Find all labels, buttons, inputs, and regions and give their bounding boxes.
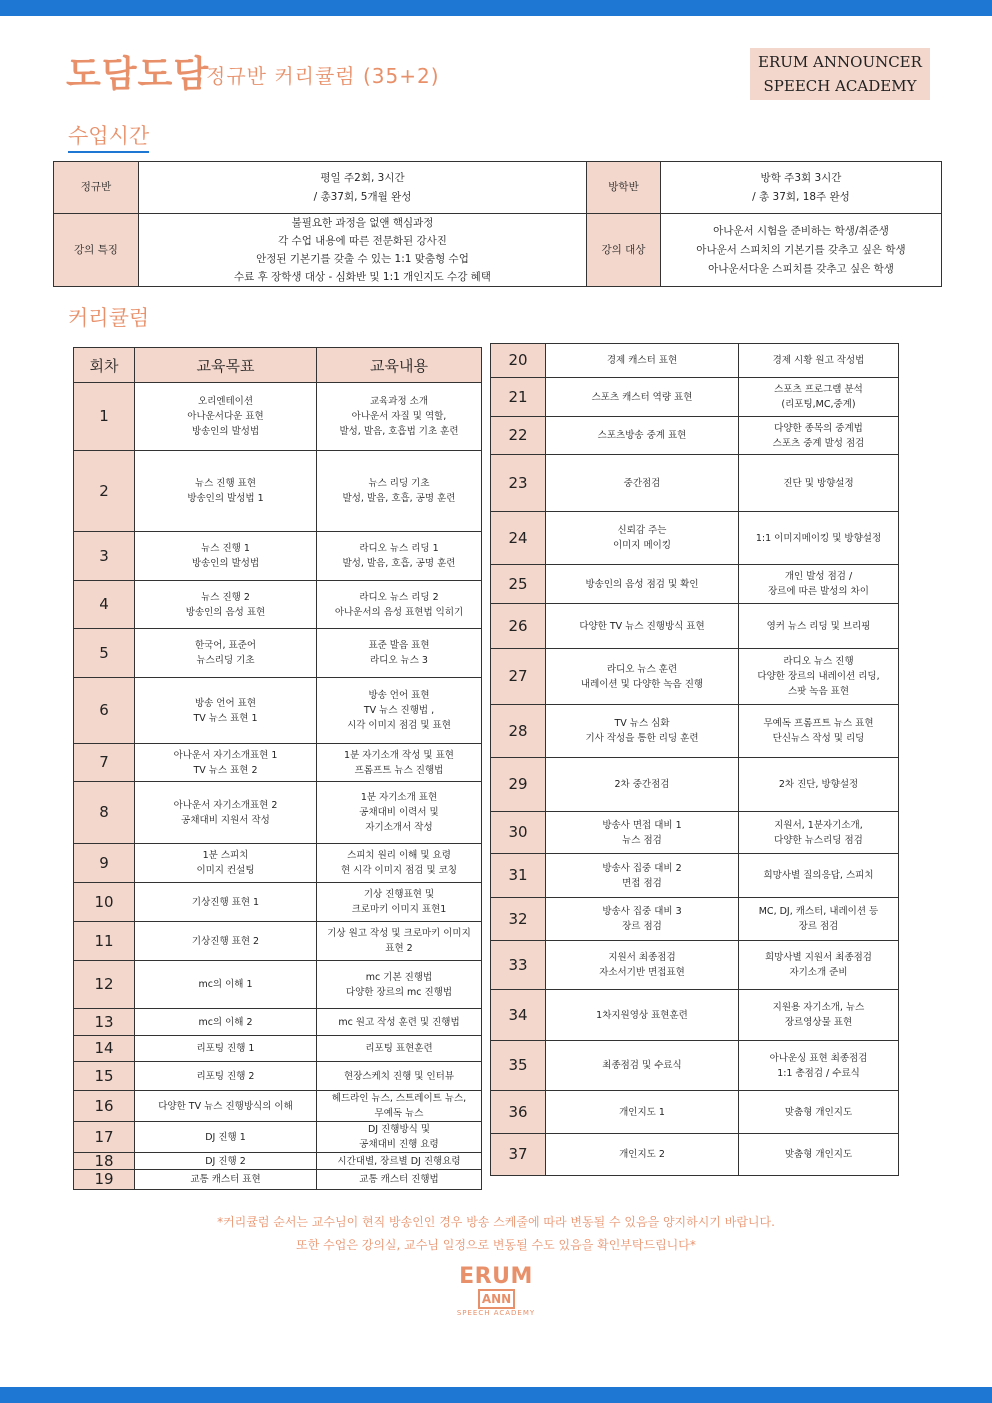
curriculum-table-left xyxy=(73,347,482,1190)
content-line: 무예독 뉴스 xyxy=(374,1108,424,1119)
curriculum-table-right xyxy=(490,343,899,1176)
session-content xyxy=(739,1041,899,1091)
session-goal xyxy=(135,1122,317,1153)
table-row xyxy=(491,990,899,1041)
goal-line: 스포츠 캐스터 역량 표현 xyxy=(591,391,693,403)
goal-line: 교통 캐스터 표현 xyxy=(190,1174,261,1185)
goal-line: 뉴스 진행 2 xyxy=(201,591,250,603)
goal-line: TV 뉴스 심화 xyxy=(614,718,670,729)
curriculum-header-row xyxy=(74,348,482,383)
header-goal: 교육목표 xyxy=(135,348,317,383)
session-goal xyxy=(135,451,317,532)
content-line: 시간대별, 장르별 DJ 진행요령 xyxy=(337,1155,461,1167)
table-row xyxy=(74,1009,482,1036)
session-content xyxy=(317,1122,482,1153)
session-number: 10 xyxy=(74,883,135,922)
session-content xyxy=(317,1062,482,1091)
goal-line: 내레이션 및 다양한 녹음 진행 xyxy=(580,678,704,690)
content-line: 공채대비 진행 요령 xyxy=(359,1139,439,1150)
session-goal xyxy=(546,565,739,604)
session-content xyxy=(317,782,482,844)
table-row xyxy=(74,1153,482,1170)
content-line: TV 뉴스 진행법 , xyxy=(363,705,435,716)
content-line: 뉴스 리딩 기초 xyxy=(368,478,430,489)
content-line: 라디오 뉴스 3 xyxy=(370,655,428,666)
session-content xyxy=(317,678,482,744)
session-goal xyxy=(546,417,739,455)
session-content xyxy=(739,990,899,1041)
content-line: 스팟 녹음 표현 xyxy=(787,686,850,697)
table-row xyxy=(491,565,899,604)
session-content xyxy=(317,532,482,581)
content-line: 지원용 자기소개, 뉴스 xyxy=(772,1002,865,1013)
schedule-value: 방학 주3회 3시간 / 총 37회, 18주 완성 xyxy=(661,162,942,214)
session-content xyxy=(739,898,899,941)
session-number: 20 xyxy=(491,344,546,378)
content-line: 1:1 총점검 / 수료식 xyxy=(777,1067,860,1079)
table-row xyxy=(74,883,482,922)
goal-line: 장르 점검 xyxy=(622,921,662,932)
session-number: 25 xyxy=(491,565,546,604)
content-line: 다양한 장르의 내레이션 리딩, xyxy=(757,671,880,682)
session-number: 19 xyxy=(74,1170,135,1190)
header-session: 회차 xyxy=(74,348,135,383)
goal-line: 아나운서 자기소개표현 1 xyxy=(173,749,278,761)
session-content xyxy=(739,812,899,854)
goal-line: 뉴스리딩 기초 xyxy=(196,655,255,666)
goal-line: 뉴스 진행 1 xyxy=(201,543,250,554)
content-line: 1:1 이미지메이킹 및 방향설정 xyxy=(755,532,882,544)
session-goal xyxy=(135,629,317,678)
content-line: 발성, 발음, 호흡, 공명 훈련 xyxy=(342,558,456,569)
content-line: 희망사별 지원서 최종점검 xyxy=(765,952,872,963)
session-goal xyxy=(135,581,317,629)
content-line: 공채대비 이력서 및 xyxy=(359,807,439,818)
logo-main-text: ERUM xyxy=(459,1264,533,1289)
table-row xyxy=(74,922,482,961)
table-row xyxy=(491,1091,899,1134)
session-number: 2 xyxy=(74,451,135,532)
schedule-row xyxy=(54,162,942,214)
session-goal xyxy=(135,1170,317,1190)
schedule-label: 정규반 xyxy=(54,162,139,214)
content-line: 발성, 발음, 호흡, 공명 훈련 xyxy=(342,493,456,504)
content-line: 맞춤형 개인지도 xyxy=(784,1106,853,1118)
schedule-row xyxy=(54,214,942,287)
footnote-line-1: *커리큘럼 순서는 교수님이 현직 방송인인 경우 방송 스케줄에 따라 변동될 수 있음을 양지하시기 바랍니다. xyxy=(217,1215,775,1229)
session-content xyxy=(317,1009,482,1036)
session-content xyxy=(317,922,482,961)
session-content xyxy=(739,941,899,990)
goal-line: 기상진행 표현 2 xyxy=(191,935,260,947)
top-bar xyxy=(0,0,992,16)
session-goal xyxy=(135,1153,317,1170)
content-line: 표현 2 xyxy=(385,943,413,954)
schedule-heading: 수업시간 xyxy=(68,120,149,153)
content-line: 희망사별 질의응답, 스피치 xyxy=(763,870,874,881)
table-row xyxy=(74,844,482,883)
goal-line: 다양한 TV 뉴스 진행방식 표현 xyxy=(579,620,705,632)
content-line: 1분 자기소개 표현 xyxy=(360,792,438,803)
table-row xyxy=(74,782,482,844)
table-row xyxy=(491,812,899,854)
content-line: 라디오 뉴스 리딩 2 xyxy=(359,591,439,603)
schedule-value: 불필요한 과정을 없앤 핵심과정 각 수업 내용에 따른 전문화된 강사진 안정된 기본기를 갖출 수 있는 1:1 맞춤형 수업 수료 후 장학생 대상 - 심화반 및 1:1 개인지도 수강 혜택 xyxy=(139,214,587,287)
session-content xyxy=(317,451,482,532)
content-line: 장르영상물 표현 xyxy=(784,1017,853,1028)
content-line: 현장스케치 진행 및 인터뷰 xyxy=(343,1070,454,1082)
content-line: 헤드라인 뉴스, 스트레이트 뉴스, xyxy=(331,1093,467,1104)
table-row xyxy=(491,649,899,705)
page-subtitle: 정규반 커리큘럼 (35+2) xyxy=(206,64,440,88)
table-row xyxy=(491,705,899,758)
session-content xyxy=(739,344,899,378)
curriculum-heading: 커리큘럼 xyxy=(68,306,150,330)
session-number: 18 xyxy=(74,1153,135,1170)
brand-line-2: SPEECH ACADEMY xyxy=(763,77,917,95)
session-number: 33 xyxy=(491,941,546,990)
table-row xyxy=(74,1170,482,1190)
session-goal xyxy=(546,378,739,417)
content-line: 스피치 원리 이해 및 요령 xyxy=(347,850,451,861)
content-line: 다양한 종목의 중계법 xyxy=(774,422,863,434)
session-number: 9 xyxy=(74,844,135,883)
session-content xyxy=(317,581,482,629)
content-line: 자기소개서 작성 xyxy=(365,822,433,833)
session-goal xyxy=(135,922,317,961)
session-number: 5 xyxy=(74,629,135,678)
table-row xyxy=(491,854,899,898)
table-row xyxy=(491,941,899,990)
table-row xyxy=(491,455,899,512)
schedule-label: 강의 특징 xyxy=(54,214,139,287)
session-goal xyxy=(546,455,739,512)
content-line: 아나운서 자질 및 역할, xyxy=(351,411,447,422)
session-content xyxy=(317,1091,482,1122)
session-content xyxy=(739,604,899,649)
goal-line: 신뢰감 주는 xyxy=(617,525,667,536)
session-content xyxy=(739,417,899,455)
goal-line: 한국어, 표준어 xyxy=(194,640,257,651)
content-line: 방송 언어 표현 xyxy=(368,690,430,701)
table-row xyxy=(491,417,899,455)
session-content xyxy=(317,844,482,883)
session-number: 21 xyxy=(491,378,546,417)
session-goal xyxy=(546,758,739,812)
page-title: 도담도담 xyxy=(66,54,210,95)
goal-line: 뉴스 진행 표현 xyxy=(194,478,257,489)
content-line: mc 원고 작성 훈련 및 진행법 xyxy=(338,1016,460,1028)
session-goal xyxy=(135,678,317,744)
session-goal xyxy=(135,1009,317,1036)
session-number: 13 xyxy=(74,1009,135,1036)
session-content xyxy=(317,1036,482,1062)
goal-line: DJ 진행 2 xyxy=(205,1155,246,1167)
session-goal xyxy=(135,383,317,451)
goal-line: 방송사 집중 대비 3 xyxy=(602,906,682,917)
session-content xyxy=(739,512,899,565)
session-number: 30 xyxy=(491,812,546,854)
session-goal xyxy=(135,1036,317,1062)
session-goal xyxy=(546,812,739,854)
session-content xyxy=(317,883,482,922)
goal-line: 스포츠방송 중계 표현 xyxy=(597,430,687,441)
content-line: 리포팅 표현훈련 xyxy=(365,1043,433,1054)
session-number: 7 xyxy=(74,744,135,782)
content-line: 1분 자기소개 작성 및 표현 xyxy=(344,749,454,761)
session-goal xyxy=(135,844,317,883)
table-row xyxy=(491,512,899,565)
session-number: 4 xyxy=(74,581,135,629)
table-row xyxy=(491,758,899,812)
content-line: 장르 점검 xyxy=(798,921,839,932)
session-goal xyxy=(546,990,739,1041)
content-line: 맞춤형 개인지도 xyxy=(784,1149,853,1160)
session-content xyxy=(739,378,899,417)
content-line: 스포츠 중계 발성 점검 xyxy=(772,437,865,449)
bottom-bar xyxy=(0,1387,992,1403)
session-number: 12 xyxy=(74,961,135,1009)
schedule-value: 아나운서 시험을 준비하는 학생/취준생 아나운서 스피치의 기본기를 갖추고 싶은 학생 아나운서다운 스피치를 갖추고 싶은 학생 xyxy=(661,214,942,287)
goal-line: 뉴스 점검 xyxy=(622,834,662,846)
goal-line: 방송인의 발성법 1 xyxy=(187,493,264,504)
session-goal xyxy=(135,883,317,922)
session-goal xyxy=(546,898,739,941)
session-content xyxy=(317,629,482,678)
table-row xyxy=(74,1091,482,1122)
goal-line: 개인지도 1 xyxy=(619,1106,665,1118)
goal-line: 다양한 TV 뉴스 진행방식의 이해 xyxy=(158,1100,293,1112)
session-content xyxy=(739,1134,899,1176)
table-row xyxy=(74,1036,482,1062)
goal-line: DJ 진행 1 xyxy=(205,1131,246,1143)
goal-line: 지원서 최종점검 xyxy=(608,952,676,963)
session-goal xyxy=(546,1041,739,1091)
content-line: 시각 이미지 점검 및 표현 xyxy=(347,720,451,731)
session-goal xyxy=(135,1091,317,1122)
session-number: 24 xyxy=(491,512,546,565)
session-number: 32 xyxy=(491,898,546,941)
content-line: 라디오 뉴스 리딩 1 xyxy=(359,543,439,554)
session-goal xyxy=(135,1062,317,1091)
session-goal xyxy=(546,705,739,758)
goal-line: 라디오 뉴스 훈련 xyxy=(606,663,678,675)
erum-logo xyxy=(446,1264,546,1317)
session-goal xyxy=(546,649,739,705)
session-content xyxy=(739,565,899,604)
table-row xyxy=(491,604,899,649)
goal-line: 방송인의 음성 표현 xyxy=(185,606,266,618)
table-row xyxy=(74,961,482,1009)
table-row xyxy=(491,344,899,378)
session-goal xyxy=(135,782,317,844)
session-number: 22 xyxy=(491,417,546,455)
session-content xyxy=(317,1170,482,1190)
session-number: 11 xyxy=(74,922,135,961)
goal-line: TV 뉴스 표현 2 xyxy=(193,764,258,776)
session-goal xyxy=(135,961,317,1009)
content-line: 발성, 발음, 호흡법 기초 훈련 xyxy=(339,426,459,437)
session-number: 35 xyxy=(491,1041,546,1091)
session-number: 8 xyxy=(74,782,135,844)
goal-line: 중간점검 xyxy=(623,477,661,489)
session-content xyxy=(317,1153,482,1170)
session-goal xyxy=(135,532,317,581)
goal-line: 방송사 면접 대비 1 xyxy=(602,819,682,831)
session-content xyxy=(317,383,482,451)
table-row xyxy=(74,581,482,629)
session-number: 15 xyxy=(74,1062,135,1091)
content-line: 무예독 프롬프트 뉴스 표현 xyxy=(763,718,874,729)
goal-line: mc의 이해 1 xyxy=(198,979,253,990)
content-line: 라디오 뉴스 진행 xyxy=(783,656,854,667)
session-number: 27 xyxy=(491,649,546,705)
content-line: 경제 시황 원고 작성법 xyxy=(772,355,865,366)
schedule-table xyxy=(53,161,942,287)
table-row xyxy=(74,451,482,532)
session-number: 6 xyxy=(74,678,135,744)
table-row xyxy=(74,678,482,744)
brand-box xyxy=(750,48,930,100)
content-line: 표준 발음 표현 xyxy=(368,640,430,651)
content-line: 기상 원고 작성 및 크로마키 이미지 xyxy=(327,928,471,939)
content-line: mc 기본 진행법 xyxy=(365,971,433,983)
table-row xyxy=(491,378,899,417)
session-content xyxy=(739,705,899,758)
goal-line: 자소서기반 면접표현 xyxy=(599,967,685,978)
table-row xyxy=(491,1134,899,1176)
goal-line: 1분 스피치 xyxy=(202,850,249,861)
content-line: 지원서, 1분자기소개, xyxy=(774,819,863,831)
session-number: 31 xyxy=(491,854,546,898)
brand-line-1: ERUM ANNOUNCER xyxy=(758,53,922,71)
goal-line: 최종점검 및 수료식 xyxy=(602,1060,682,1071)
content-line: 다양한 뉴스리딩 점검 xyxy=(774,834,863,846)
goal-line: 경제 캐스터 표현 xyxy=(606,355,678,366)
goal-line: 이미지 컨설팅 xyxy=(196,865,255,876)
content-line: 영커 뉴스 리딩 및 브리핑 xyxy=(766,620,871,632)
header-content: 교육내용 xyxy=(317,348,482,383)
goal-line: 공채대비 지원서 작성 xyxy=(181,814,270,826)
schedule-value: 평일 주2회, 3시간 / 총37회, 5개월 완성 xyxy=(139,162,587,214)
goal-line: 아나운서다운 표현 xyxy=(187,411,264,422)
content-line: 아나운싱 표현 최종점검 xyxy=(769,1052,868,1064)
content-line: 프롬프트 뉴스 진행법 xyxy=(354,764,444,776)
goal-line: 2차 중간점검 xyxy=(614,779,670,790)
logo-badge: ANN xyxy=(478,1289,515,1309)
goal-line: 방송사 집중 대비 2 xyxy=(602,862,682,874)
session-number: 26 xyxy=(491,604,546,649)
footnote-line-2: 또한 수업은 강의실, 교수님 일정으로 변동될 수도 있음을 확인부탁드립니다* xyxy=(296,1238,696,1252)
content-line: 아나운서의 음성 표현법 익히기 xyxy=(334,606,464,618)
content-line: 자기소개 준비 xyxy=(789,967,848,978)
content-line: 기상 진행표현 및 xyxy=(363,889,435,900)
session-number: 37 xyxy=(491,1134,546,1176)
session-content xyxy=(739,854,899,898)
schedule-label: 방학반 xyxy=(587,162,661,214)
table-row xyxy=(74,744,482,782)
goal-line: 방송인의 발성법 xyxy=(191,558,260,569)
goal-line: mc의 이해 2 xyxy=(198,1016,253,1028)
session-number: 16 xyxy=(74,1091,135,1122)
session-number: 34 xyxy=(491,990,546,1041)
table-row xyxy=(74,532,482,581)
logo-subtext: SPEECH ACADEMY xyxy=(456,1309,536,1317)
table-row xyxy=(74,629,482,678)
goal-line: 이미지 메이킹 xyxy=(612,540,672,551)
session-number: 28 xyxy=(491,705,546,758)
table-row xyxy=(74,383,482,451)
session-number: 17 xyxy=(74,1122,135,1153)
content-line: 2차 진단, 방향설정 xyxy=(778,779,859,790)
session-goal xyxy=(546,512,739,565)
goal-line: 방송인의 음성 점검 및 확인 xyxy=(585,578,699,590)
goal-line: 1차지원영상 표현훈련 xyxy=(596,1009,688,1021)
session-content xyxy=(739,758,899,812)
session-goal xyxy=(135,744,317,782)
session-number: 29 xyxy=(491,758,546,812)
content-line: 장르에 따른 발성의 차이 xyxy=(768,586,869,597)
table-row xyxy=(74,1122,482,1153)
session-number: 14 xyxy=(74,1036,135,1062)
goal-line: 아나운서 자기소개표현 2 xyxy=(173,799,278,811)
content-line: (리포팅,MC,중계) xyxy=(781,399,856,410)
session-content xyxy=(317,744,482,782)
session-goal xyxy=(546,344,739,378)
content-line: 개인 발성 점검 / xyxy=(784,571,853,582)
session-number: 36 xyxy=(491,1091,546,1134)
session-content xyxy=(739,455,899,512)
session-number: 3 xyxy=(74,532,135,581)
session-number: 23 xyxy=(491,455,546,512)
content-line: 현 시각 이미지 점검 및 코칭 xyxy=(340,865,458,876)
content-line: 단신뉴스 작성 및 리딩 xyxy=(772,733,865,744)
content-line: 다양한 장르의 mc 진행법 xyxy=(345,986,453,998)
session-number: 1 xyxy=(74,383,135,451)
content-line: 스포츠 프로그램 분석 xyxy=(774,384,863,395)
goal-line: 방송인의 발성법 xyxy=(191,426,260,437)
session-goal xyxy=(546,941,739,990)
schedule-label: 강의 대상 xyxy=(587,214,661,287)
session-goal xyxy=(546,1134,739,1176)
content-line: 진단 및 방향설정 xyxy=(783,477,854,489)
table-row xyxy=(74,1062,482,1091)
session-goal xyxy=(546,604,739,649)
table-row xyxy=(491,1041,899,1091)
session-goal xyxy=(546,1091,739,1134)
content-line: 크로마키 이미지 표현1 xyxy=(351,904,447,915)
goal-line: 리포팅 진행 1 xyxy=(196,1043,255,1054)
session-goal xyxy=(546,854,739,898)
goal-line: 오리엔테이션 xyxy=(197,396,254,407)
content-line: MC, DJ, 캐스터, 내레이션 등 xyxy=(758,906,879,917)
goal-line: TV 뉴스 표현 1 xyxy=(193,712,258,724)
content-line: DJ 진행방식 및 xyxy=(367,1124,431,1135)
content-line: 교육과정 소개 xyxy=(369,396,429,407)
goal-line: 리포팅 진행 2 xyxy=(196,1070,255,1082)
table-row xyxy=(491,898,899,941)
goal-line: 면접 점검 xyxy=(622,877,662,889)
goal-line: 기상진행 표현 1 xyxy=(191,896,260,908)
session-content xyxy=(739,649,899,705)
content-line: 교통 캐스터 진행법 xyxy=(359,1174,439,1185)
session-content xyxy=(317,961,482,1009)
session-content xyxy=(739,1091,899,1134)
goal-line: 개인지도 2 xyxy=(619,1149,665,1160)
goal-line: 기사 작성을 통한 리딩 훈련 xyxy=(585,733,699,744)
goal-line: 방송 언어 표현 xyxy=(194,697,257,709)
